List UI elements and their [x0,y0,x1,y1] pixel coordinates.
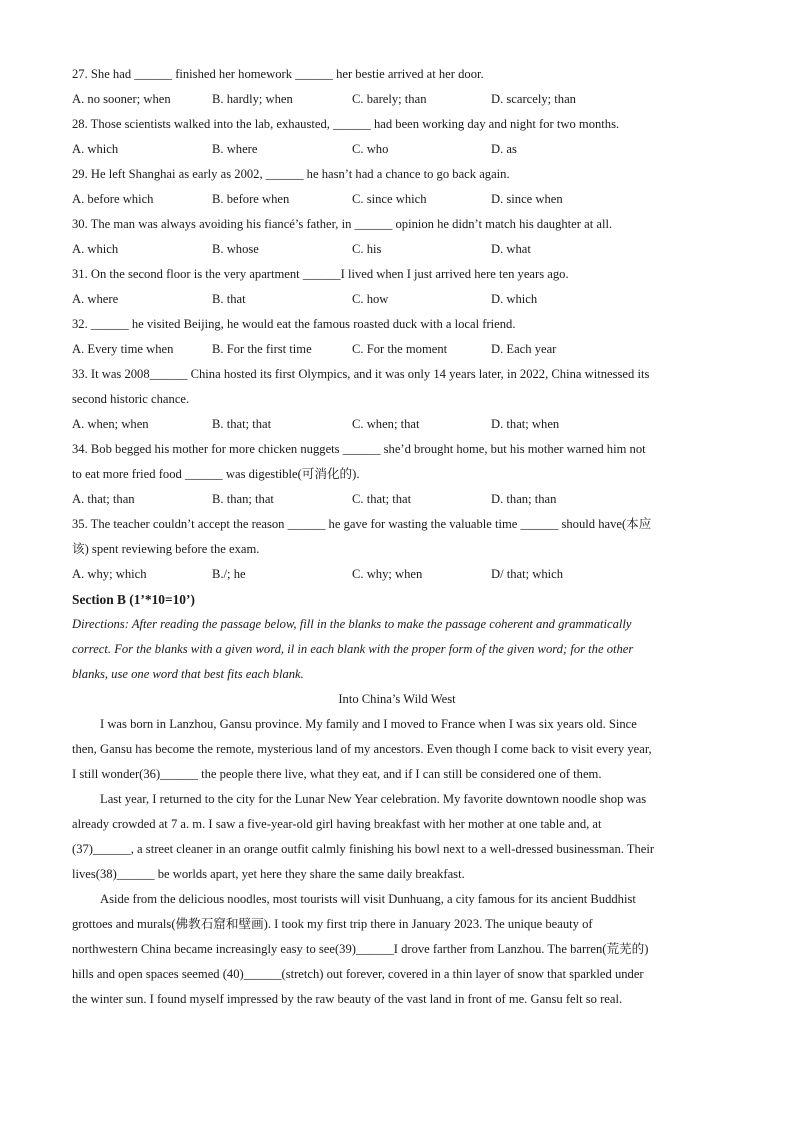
option-b: B. whose [212,242,259,256]
directions-line: Directions: After reading the passage below, fill in the blanks to make the passage coherent and grammatically [72,617,632,631]
passage-line: hills and open spaces seemed (40)______(stretch) out forever, covered in a thin layer of snow that sparkled under [72,967,644,981]
option-c: C. who [352,142,389,156]
option-c: C. his [352,242,382,256]
question-text: 27. She had ______ finished her homework ______ her bestie arrived at her door. [72,67,484,81]
option-b: B. than; that [212,492,274,506]
passage-title: Into China’s Wild West [338,692,456,706]
passage-line: then, Gansu has become the remote, mysterious land of my ancestors. Even though I come back to visit every year, [72,742,652,756]
question-text: 35. The teacher couldn’t accept the reason ______ he gave for wasting the valuable time ______ should have(本应 [72,517,652,531]
option-b: B. that; that [212,417,272,431]
option-c: C. when; that [352,417,420,431]
directions-line: correct. For the blanks with a given word, il in each blank with the proper form of the given word; for the other [72,642,634,656]
passage-line: already crowded at 7 a. m. I saw a five-year-old girl having breakfast with her mother at one table and, at [72,817,602,831]
question-32 [72,312,722,362]
question-text: 30. The man was always avoiding his fiancé’s father, in ______ opinion he didn’t match his daughter at all. [72,217,613,231]
option-a: A. that; than [72,492,135,506]
option-b: B. where [212,142,258,156]
option-a: A. why; which [72,567,147,581]
question-text: 28. Those scientists walked into the lab, exhausted, ______ had been working day and night for two months. [72,117,620,131]
option-a: A. which [72,142,119,156]
option-c: C. For the moment [352,342,448,356]
option-a: A. before which [72,192,154,206]
passage-line: I was born in Lanzhou, Gansu province. My family and I moved to France when I was six years old. Since [100,717,637,731]
option-d: D. scarcely; than [491,92,576,106]
option-c: C. barely; than [352,92,427,106]
option-a: A. which [72,242,119,256]
paragraph-2 [72,787,722,887]
option-b: B. For the first time [212,342,312,356]
question-text: 33. It was 2008______ China hosted its first Olympics, and it was only 14 years later, in 2022, China witnessed its [72,367,650,381]
directions [72,612,722,687]
option-a: A. Every time when [72,342,174,356]
answer-options [72,412,722,437]
passage-line: northwestern China became increasingly easy to see(39)______I drove farther from Lanzhou. The barren(荒芜的) [72,942,649,956]
option-d: D. what [491,242,531,256]
question-29 [72,162,722,212]
option-d: D. as [491,142,517,156]
paragraph-3 [72,887,722,1012]
passage-line: the winter sun. I found myself impressed by the raw beauty of the vast land in front of me. Gansu felt so real. [72,992,623,1006]
option-b: B. that [212,292,246,306]
question-text: 29. He left Shanghai as early as 2002, ______ he hasn’t had a chance to go back again. [72,167,510,181]
question-text: 31. On the second floor is the very apartment ______I lived when I just arrived here ten years ago. [72,267,569,281]
answer-options [72,187,722,212]
question-text-continued: 该) spent reviewing before the exam. [72,542,260,556]
option-c: C. why; when [352,567,423,581]
option-a: A. no sooner; when [72,92,171,106]
question-text: 32. ______ he visited Beijing, he would eat the famous roasted duck with a local friend. [72,317,516,331]
passage-line: grottoes and murals(佛教石窟和壁画). I took my first trip there in January 2023. The unique beauty of [72,917,593,931]
option-c: C. since which [352,192,427,206]
answer-options [72,562,722,587]
option-b: B. hardly; when [212,92,293,106]
answer-options [72,487,722,512]
option-d: D/ that; which [491,567,564,581]
option-c: C. how [352,292,389,306]
passage-line: Last year, I returned to the city for the Lunar New Year celebration. My favorite downtown noodle shop was [100,792,647,806]
passage-line: Aside from the delicious noodles, most tourists will visit Dunhuang, a city famous for its ancient Buddhist [100,892,636,906]
directions-line: blanks, use one word that best fits each blank. [72,667,304,681]
passage-line: (37)______, a street cleaner in an orange outfit calmly finishing his bowl next to a well-dressed businessman. Their [72,842,655,856]
worksheet-content [72,62,722,1012]
answer-options [72,137,722,162]
option-d: D. which [491,292,538,306]
question-27 [72,62,722,112]
option-a: A. where [72,292,119,306]
option-d: D. since when [491,192,563,206]
option-d: D. that; when [491,417,560,431]
passage-line: I still wonder(36)______ the people there live, what they eat, and if I can still be considered one of them. [72,767,602,781]
question-35 [72,512,722,587]
answer-options [72,337,722,362]
option-a: A. when; when [72,417,149,431]
section-heading: Section B (1’*10=10’) [72,592,195,607]
question-33 [72,362,722,437]
passage-line: lives(38)______ be worlds apart, yet here they share the same daily breakfast. [72,867,465,881]
question-31 [72,262,722,312]
question-34 [72,437,722,512]
option-b: B. before when [212,192,290,206]
paragraph-1 [72,712,722,787]
question-text: 34. Bob begged his mother for more chicken nuggets ______ she’d brought home, but his mother warned him not [72,442,646,456]
answer-options [72,287,722,312]
answer-options [72,87,722,112]
section-b [72,587,722,1012]
option-b: B./; he [212,567,246,581]
question-30 [72,212,722,262]
option-c: C. that; that [352,492,412,506]
question-text-continued: to eat more fried food ______ was digestible(可消化的). [72,467,360,481]
option-d: D. than; than [491,492,557,506]
question-28 [72,112,722,162]
question-text-continued: second historic chance. [72,392,190,406]
answer-options [72,237,722,262]
option-d: D. Each year [491,342,557,356]
